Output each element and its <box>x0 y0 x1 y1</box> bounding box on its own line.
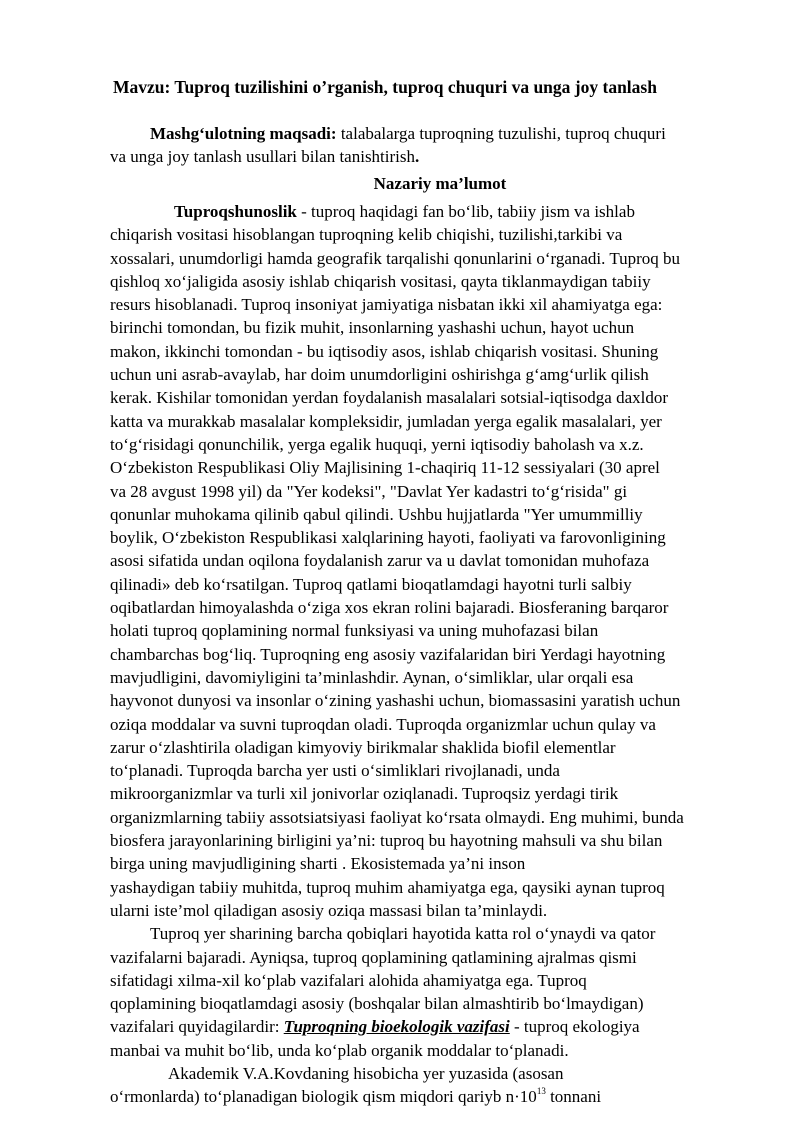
purpose-label: Mashg‘ulotning maqsadi: <box>150 124 337 143</box>
paragraph-2-first-line: Tuproq yer sharining barcha qobiqlari hayotida katta rol o‘ynaydi va qator <box>150 924 656 944</box>
document-body: Tuproqshunoslik - tuproq haqidagi fan bo‘lib, tabiiy jism va ishlab chiqarish vositasi hisoblangan tuproqning kelib chiqishi, tuzilishi,tarkibi va xossalari, unumdorligi hamda geografik tarqalishi qonunlarini o‘rganadi. Tuproq bu qishloq xo‘jaligida asosiy ishlab chiqarish vositasi, qayta tiklanmaydigan tabiiy resurs hisoblanadi. Tuproq insoniyat jamiyatiga nisbatan ikki xil ahamiyatga ega: birinchi tomondan, bu fizik muhit, insonlarning yashashi uchun, hayot uchun makon, ikkinchi tomondan - bu iqtisodiy asos, ishlab chiqarish vositasi. Shuning uchun uni asrab-avaylab, har doim unumdorligini oshirishga g‘amg‘urlik qilish kerak. Kishilar tomonidan yerdan foydalanish masalalari sotsial-iqtisodga daxldor katta va murakkab masalalar kompleksidir, jumladan yerga egalik masalalari, yer to‘g‘risidagi qonunchilik, yerga egalik huquqi, yerni iqtisodiy baholash va x.z. O‘zbekiston Respublikasi Oliy Majlisining 1-chaqiriq 11-12 sessiyalari (30 aprel va 28 avgust 1998 yil) da "Yer kodeksi", "Davlat Yer kadastri to‘g‘risida" gi qonunlar muhokama qilinib qabul qilindi. Ushbu hujjatlarda "Yer umummilliy boylik, O‘zbekiston Respublikasi xalqlarining hayoti, faoliyati va farovonligining asosi sifatida undan oqilona foydalanish zarur va u davlat tomonidan muhofaza qilinadi» deb ko‘rsatilgan. Tuproq qatlami bioqatlamdagi hayotni turli salbiy oqibatlardan himoyalashda o‘ziga xos ekran rolini bajaradi. Biosferaning barqaror holati tuproq qoplamining normal funksiyasi va uning muhofazasi bilan chambarchas bog‘liq. Tuproqning eng asosiy vazifalaridan biri Yerdagi hayotning mavjudligini, davomiyligini ta’minlashdir. Aynan, o‘simliklar, ular orqali esa hayvonot dunyosi va insonlar o‘zining yashashi uchun, biomassasini yaratish uchun oziqa moddalar va suvni tuproqdan oladi. Tuproqda organizmlar uchun qulay va zarur o‘zlashtirila oladigan kimyoviy birikmalar shaklida biofil elementlar to‘planadi. Tuproqda barcha yer usti o‘simliklari rivojlanadi, unda mikroorganizmlar va turli xil jonivorlar oziqlanadi. Tuproqsiz yerdagi tirik organizmlarning tabiiy assotsiatsiyasi faoliyat ko‘rsata olmaydi. Eng muhimi, bunda biosfera jarayonlarining birligini ya’ni: tuproq bu hayotning mahsuli va shu bilan birga uning mavjudligining sharti . Ekosistemada ya’ni inson yashaydigan tabiiy muhitda, tuproq muhim ahamiyatga ega, qaysiki aynan tuproq ularni iste’mol qiladigan asosiy oziqa massasi bilan ta’minlaydi. Tuproq yer sharining barcha qobiqlari hayotida katta rol o‘ynaydi va qator vazifalarni bajaradi. Ayniqsa, tuproq qoplamining qatlamining ajralmas qismi sifatidagi xilma-xil ko‘plab vazifalari alohida ahamiyatga ega. Tuproq qoplamining bioqatlamdagi asosiy (boshqalar bilan almashtirib bo‘lmaydigan) vazifalari quyidagilardir: Tuproqning bioekologik vazifasi - tuproq ekologiya manbai va muhit bo‘lib, unda ko‘plab organik moddalar to‘planadi. Akademik V.A.Kovdaning hisobicha yer yuzasida (asosan o‘rmonlarda) to‘planadigan biologik qism miqdori qariyb $n\cdot 10^{13}$ tonnani <box>110 200 770 1109</box>
page-title: Mavzu: Tuproq tuzilishini o’rganish, tuproq chuquri va unga joy tanlash <box>113 77 657 97</box>
paragraph-3-first-line: Akademik V.A.Kovdaning hisobicha yer yuzasida (asosan <box>168 1063 564 1083</box>
exponent: 13 <box>536 1086 546 1097</box>
paragraph-1-first-line: Tuproqshunoslik - tuproq haqidagi fan bo‘lib, tabiiy jism va ishlab <box>174 202 635 221</box>
lesson-purpose: Mashg‘ulotning maqsadi: talabalarga tuproqning tuzulishi, tuproq chuquri va unga joy tanlash usullari bilan tanishtirish. <box>110 124 666 167</box>
section-heading: Nazariy ma’lumot <box>373 174 507 193</box>
term-tuproqshunoslik: Tuproqshunoslik <box>174 202 297 221</box>
emphasis-bioecological-function: Tuproqning bioekologik vazifasi <box>283 1017 510 1037</box>
